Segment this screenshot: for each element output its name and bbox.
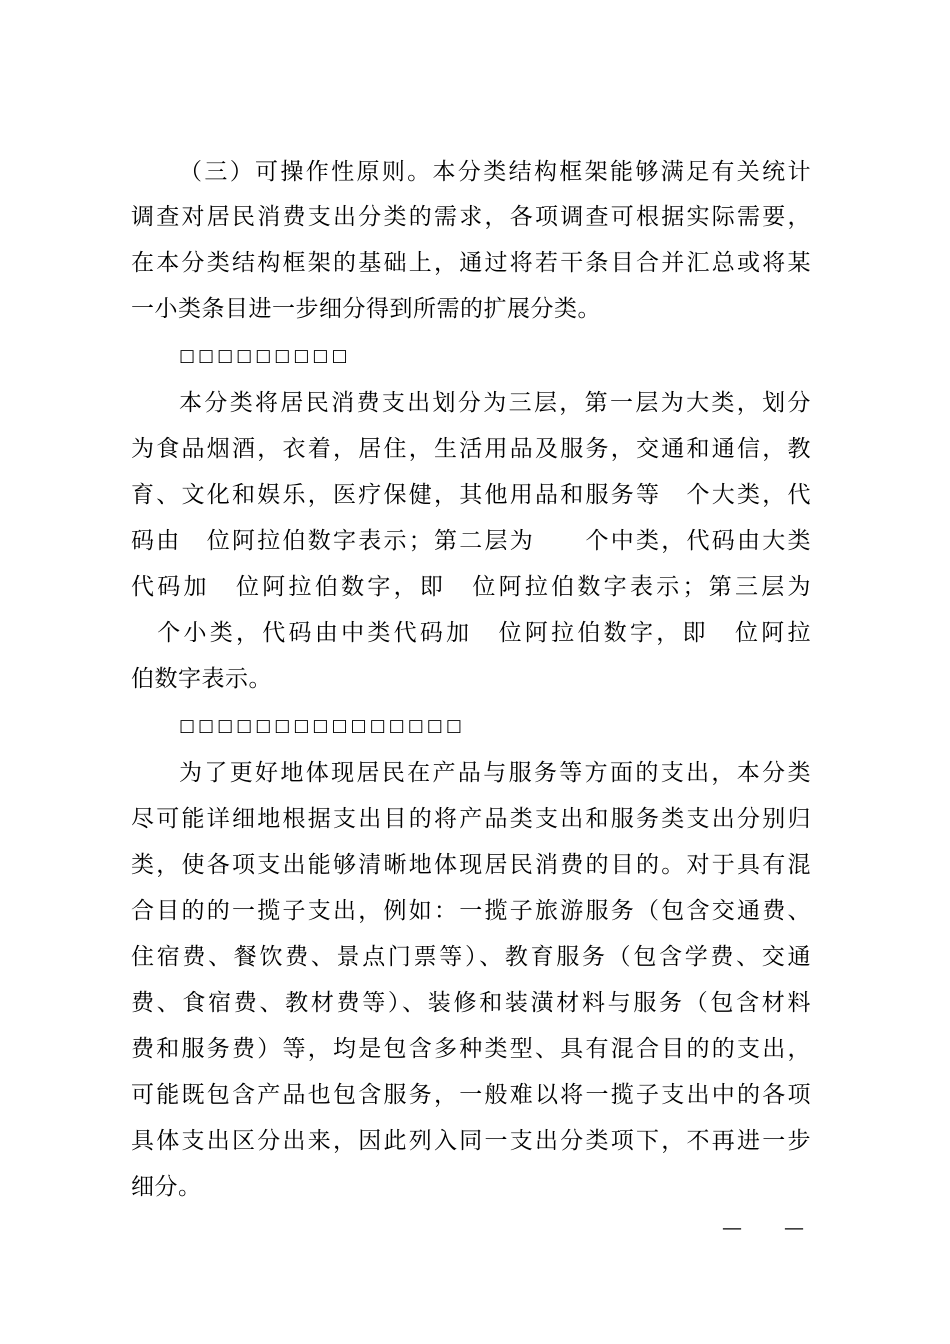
paragraph-3-line-3: 类，使各项支出能够清晰地体现居民消费的目的。对于具有混: [131, 852, 811, 878]
paragraph-2-line-6: 个小类，代码由中类代码加 位阿拉伯数字，即 位阿拉: [131, 620, 811, 646]
paragraph-2-line-1: 本分类将居民消费支出划分为三层，第一层为大类，划分: [179, 390, 811, 416]
paragraph-3-line-1: 为了更好地体现居民在产品与服务等方面的支出，本分类: [179, 760, 811, 786]
paragraph-1-line-2: 调查对居民消费支出分类的需求，各项调查可根据实际需要，: [131, 204, 811, 230]
paragraph-3-line-4: 合目的的一揽子支出，例如：一揽子旅游服务（包含交通费、: [131, 898, 811, 924]
paragraph-2-line-4: 码由 位阿拉伯数字表示；第二层为 个中类，代码由大类: [131, 528, 811, 554]
paragraph-3-line-9: 具体支出区分出来，因此列入同一支出分类项下，不再进一步: [131, 1128, 811, 1154]
paragraph-3-line-2: 尽可能详细地根据支出目的将产品类支出和服务类支出分别归: [131, 806, 811, 832]
paragraph-1-line-1: （三）可操作性原则。本分类结构框架能够满足有关统计: [179, 159, 811, 185]
paragraph-3-line-10: 细分。: [131, 1174, 202, 1200]
paragraph-2-line-2: 为食品烟酒，衣着，居住，生活用品及服务，交通和通信，教: [131, 436, 811, 462]
paragraph-1-line-3: 在本分类结构框架的基础上，通过将若干条目合并汇总或将某: [131, 250, 811, 276]
paragraph-3-line-7: 费和服务费）等，均是包含多种类型、具有混合目的的支出，: [131, 1036, 811, 1062]
paragraph-2-line-5: 代码加 位阿拉伯数字，即 位阿拉伯数字表示；第三层为: [131, 574, 811, 600]
section-heading-2: □□□□□□□□□□□□□□□: [179, 716, 465, 736]
paragraph-2-line-7: 伯数字表示。: [131, 666, 272, 692]
page-number-dash-left: —: [722, 1215, 742, 1239]
section-heading-1: □□□□□□□□□: [179, 346, 351, 366]
paragraph-3-line-6: 费、食宿费、教材费等）、装修和装潢材料与服务（包含材料: [131, 990, 811, 1016]
paragraph-1-line-4: 一小类条目进一步细分得到所需的扩展分类。: [131, 296, 601, 322]
paragraph-3-line-8: 可能既包含产品也包含服务，一般难以将一揽子支出中的各项: [131, 1082, 811, 1108]
page-number-dash-right: —: [784, 1215, 804, 1239]
page-number: [722, 1212, 804, 1242]
paragraph-2-line-3: 育、文化和娱乐，医疗保健，其他用品和服务等 个大类，代: [131, 482, 811, 508]
paragraph-3-line-5: 住宿费、餐饮费、景点门票等）、教育服务（包含学费、交通: [131, 944, 811, 970]
